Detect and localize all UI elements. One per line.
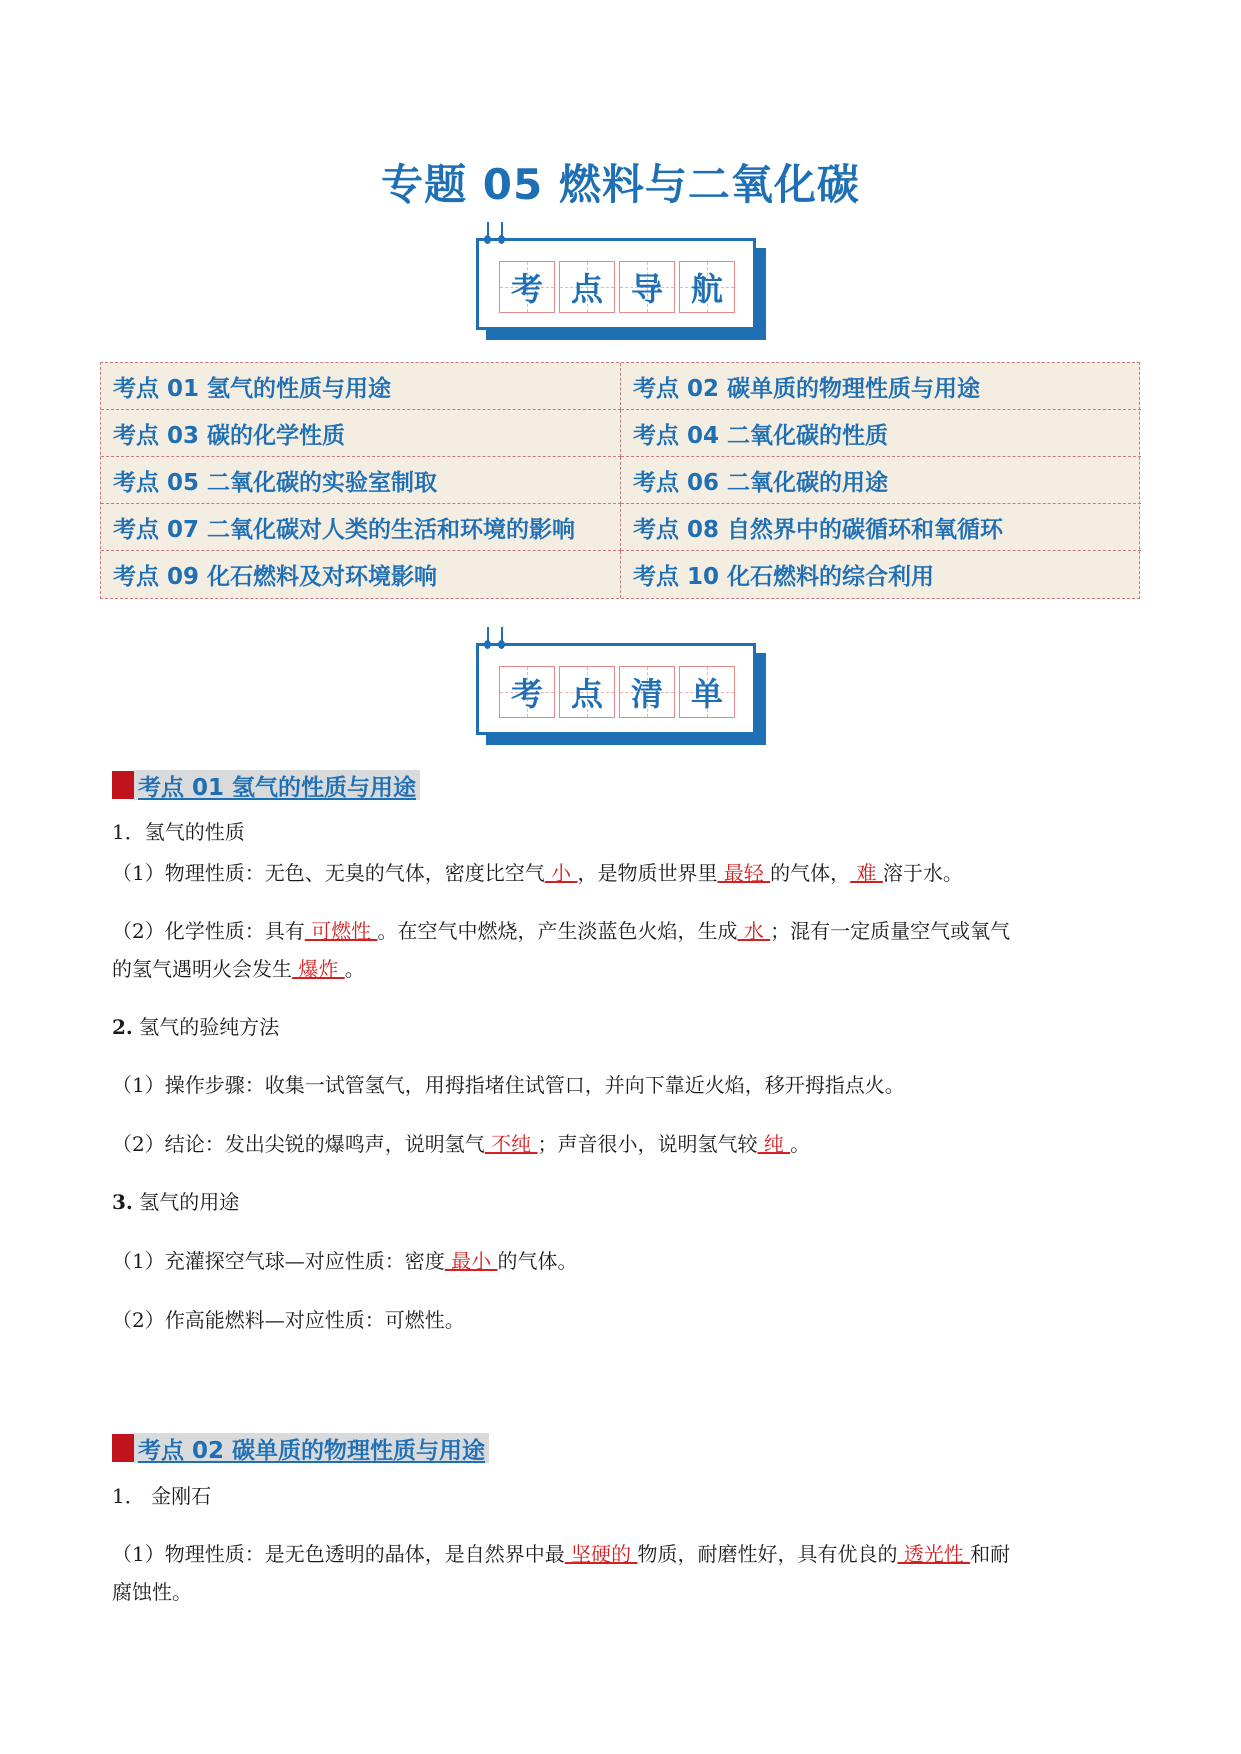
banner-cell: 点 — [559, 261, 615, 313]
heading-h2-uses: 3. 氢气的用途 — [112, 1190, 240, 1214]
answer-blank: 可燃性 — [304, 919, 378, 943]
answer-blank: 小 — [544, 861, 578, 885]
section-header-02 — [112, 1433, 489, 1463]
answer-blank: 最轻 — [717, 861, 771, 885]
nav-banner — [476, 238, 766, 342]
banner-cell: 单 — [679, 666, 735, 718]
paragraph: 的氢气遇明火会发生 爆炸 。 — [112, 957, 365, 981]
section-title: 考点 01 氢气的性质与用途 — [134, 770, 420, 800]
nav-item-06[interactable]: 考点 06 二氧化碳的用途 — [621, 457, 1141, 504]
heading-h2-properties: 1．氢气的性质 — [112, 820, 245, 844]
banner-cell: 航 — [679, 261, 735, 313]
heading-h2-diamond: 1． 金刚石 — [112, 1484, 212, 1508]
topic-nav-table — [100, 362, 1140, 599]
answer-blank: 难 — [850, 861, 883, 885]
heading-h2-purity-test: 2. 氢气的验纯方法 — [112, 1015, 280, 1039]
answer-blank: 不纯 — [484, 1132, 538, 1156]
paragraph: （2）作高能燃料—对应性质：可燃性。 — [112, 1308, 465, 1332]
nav-item-05[interactable]: 考点 05 二氧化碳的实验室制取 — [101, 457, 621, 504]
answer-blank: 水 — [737, 919, 771, 943]
nav-item-09[interactable]: 考点 09 化石燃料及对环境影响 — [101, 551, 621, 598]
paragraph: 腐蚀性。 — [112, 1580, 192, 1604]
paragraph: （2）结论：发出尖锐的爆鸣声，说明氢气 不纯 ；声音很小，说明氢气较 纯 。 — [112, 1132, 811, 1156]
answer-blank: 爆炸 — [292, 957, 345, 981]
banner-cell: 导 — [619, 261, 675, 313]
nav-item-02[interactable]: 考点 02 碳单质的物理性质与用途 — [621, 363, 1141, 410]
nav-item-03[interactable]: 考点 03 碳的化学性质 — [101, 410, 621, 457]
page-title: 专题 05 燃料与二氧化碳 — [381, 160, 860, 209]
paragraph: （1）操作步骤：收集一试管氢气，用拇指堵住试管口，并向下靠近火焰，移开拇指点火。 — [112, 1073, 905, 1097]
paragraph: （2）化学性质：具有 可燃性 。在空气中燃烧，产生淡蓝色火焰，生成 水 ；混有一定质量空气或氧气 — [112, 919, 1011, 943]
banner-cell: 考 — [499, 666, 555, 718]
nav-item-07[interactable]: 考点 07 二氧化碳对人类的生活和环境的影响 — [101, 504, 621, 551]
banner-cell: 考 — [499, 261, 555, 313]
banner-frame — [476, 238, 756, 330]
pin-icon — [484, 627, 524, 651]
answer-blank: 最小 — [444, 1249, 498, 1273]
banner-cell: 清 — [619, 666, 675, 718]
section-marker-icon — [112, 1434, 134, 1462]
banner-frame — [476, 643, 756, 735]
paragraph: （1）物理性质：无色、无臭的气体，密度比空气 小 ，是物质世界里 最轻 的气体， 难 溶于水。 — [112, 861, 963, 885]
pin-icon — [484, 222, 524, 246]
answer-blank: 透光性 — [897, 1542, 971, 1566]
banner-cell: 点 — [559, 666, 615, 718]
section-title: 考点 02 碳单质的物理性质与用途 — [134, 1433, 489, 1463]
list-banner — [476, 643, 766, 747]
paragraph: （1）物理性质：是无色透明的晶体，是自然界中最 坚硬的 物质，耐磨性好，具有优良的 透光性 和耐 — [112, 1542, 1011, 1566]
section-marker-icon — [112, 771, 134, 799]
answer-blank: 坚硬的 — [564, 1542, 638, 1566]
paragraph: （1）充灌探空气球—对应性质：密度 最小 的气体。 — [112, 1249, 578, 1273]
nav-item-04[interactable]: 考点 04 二氧化碳的性质 — [621, 410, 1141, 457]
nav-item-08[interactable]: 考点 08 自然界中的碳循环和氧循环 — [621, 504, 1141, 551]
nav-item-10[interactable]: 考点 10 化石燃料的综合利用 — [633, 564, 935, 590]
nav-item-01[interactable]: 考点 01 氢气的性质与用途 — [101, 363, 621, 410]
section-header-01 — [112, 770, 420, 800]
answer-blank: 纯 — [757, 1132, 791, 1156]
